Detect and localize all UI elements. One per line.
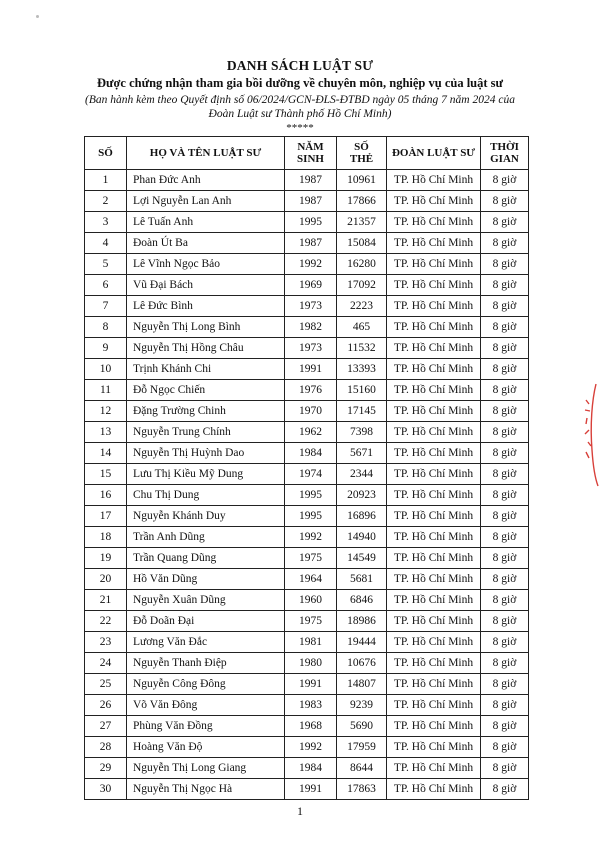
training-duration: 8 giờ — [481, 191, 529, 212]
header-card-number — [337, 137, 387, 170]
bar-association: TP. Hồ Chí Minh — [387, 254, 481, 275]
table-row — [85, 590, 529, 611]
card-number: 2223 — [337, 296, 387, 317]
lawyer-name: Trần Quang Dũng — [127, 548, 285, 569]
lawyer-name: Phan Đức Anh — [127, 170, 285, 191]
lawyer-name: Võ Văn Đông — [127, 695, 285, 716]
card-number: 465 — [337, 317, 387, 338]
card-number: 17866 — [337, 191, 387, 212]
row-number: 30 — [85, 779, 127, 800]
bar-association: TP. Hồ Chí Minh — [387, 464, 481, 485]
training-duration: 8 giờ — [481, 695, 529, 716]
birth-year: 1981 — [285, 632, 337, 653]
header-duration — [481, 137, 529, 170]
table-row — [85, 191, 529, 212]
training-duration: 8 giờ — [481, 380, 529, 401]
training-duration: 8 giờ — [481, 506, 529, 527]
bar-association: TP. Hồ Chí Minh — [387, 695, 481, 716]
row-number: 20 — [85, 569, 127, 590]
table-row — [85, 632, 529, 653]
bar-association: TP. Hồ Chí Minh — [387, 779, 481, 800]
table-row — [85, 506, 529, 527]
training-duration: 8 giờ — [481, 443, 529, 464]
table-row — [85, 737, 529, 758]
row-number: 24 — [85, 653, 127, 674]
row-number: 18 — [85, 527, 127, 548]
birth-year: 1980 — [285, 653, 337, 674]
header-duration-line-1: THỜI — [490, 141, 519, 153]
birth-year: 1992 — [285, 737, 337, 758]
lawyer-name: Đặng Trường Chinh — [127, 401, 285, 422]
lawyer-name: Hồ Văn Dũng — [127, 569, 285, 590]
card-number: 6846 — [337, 590, 387, 611]
table-row — [85, 443, 529, 464]
row-number: 25 — [85, 674, 127, 695]
birth-year: 1987 — [285, 170, 337, 191]
training-duration: 8 giờ — [481, 401, 529, 422]
document-title: DANH SÁCH LUẬT SƯ — [226, 58, 374, 73]
birth-year: 1995 — [285, 212, 337, 233]
card-number: 5671 — [337, 443, 387, 464]
row-number: 17 — [85, 506, 127, 527]
row-number: 27 — [85, 716, 127, 737]
birth-year: 1984 — [285, 758, 337, 779]
lawyer-name: Đoàn Út Ba — [127, 233, 285, 254]
lawyer-name: Nguyễn Khánh Duy — [127, 506, 285, 527]
training-duration: 8 giờ — [481, 632, 529, 653]
card-number: 20923 — [337, 485, 387, 506]
bar-association: TP. Hồ Chí Minh — [387, 275, 481, 296]
lawyer-name: Lợi Nguyễn Lan Anh — [127, 191, 285, 212]
bar-association: TP. Hồ Chí Minh — [387, 674, 481, 695]
document-note — [60, 93, 540, 121]
bar-association: TP. Hồ Chí Minh — [387, 233, 481, 254]
card-number: 5681 — [337, 569, 387, 590]
lawyer-name: Nguyễn Trung Chính — [127, 422, 285, 443]
table-row — [85, 380, 529, 401]
training-duration: 8 giờ — [481, 422, 529, 443]
row-number: 15 — [85, 464, 127, 485]
lawyer-name: Lương Văn Đắc — [127, 632, 285, 653]
training-duration: 8 giờ — [481, 296, 529, 317]
birth-year: 1987 — [285, 233, 337, 254]
birth-year: 1992 — [285, 527, 337, 548]
training-duration: 8 giờ — [481, 275, 529, 296]
training-duration: 8 giờ — [481, 737, 529, 758]
card-number: 13393 — [337, 359, 387, 380]
training-duration: 8 giờ — [481, 233, 529, 254]
birth-year: 1987 — [285, 191, 337, 212]
table-row — [85, 779, 529, 800]
row-number: 19 — [85, 548, 127, 569]
row-number: 3 — [85, 212, 127, 233]
row-number: 14 — [85, 443, 127, 464]
row-number: 4 — [85, 233, 127, 254]
birth-year: 1975 — [285, 548, 337, 569]
bar-association: TP. Hồ Chí Minh — [387, 737, 481, 758]
row-number: 2 — [85, 191, 127, 212]
training-duration: 8 giờ — [481, 170, 529, 191]
lawyer-name: Nguyễn Thị Long Giang — [127, 758, 285, 779]
header-birth-year-line-1: NĂM — [297, 141, 324, 153]
bar-association: TP. Hồ Chí Minh — [387, 338, 481, 359]
birth-year: 1991 — [285, 674, 337, 695]
lawyer-name: Vũ Đại Bách — [127, 275, 285, 296]
training-duration: 8 giờ — [481, 590, 529, 611]
row-number: 13 — [85, 422, 127, 443]
header-name: HỌ VÀ TÊN LUẬT SƯ — [127, 137, 285, 170]
lawyer-name: Nguyễn Thị Ngọc Hà — [127, 779, 285, 800]
table-row — [85, 296, 529, 317]
card-number: 19444 — [337, 632, 387, 653]
training-duration: 8 giờ — [481, 254, 529, 275]
lawyer-name: Lê Đức Bình — [127, 296, 285, 317]
card-number: 8644 — [337, 758, 387, 779]
training-duration: 8 giờ — [481, 359, 529, 380]
bar-association: TP. Hồ Chí Minh — [387, 422, 481, 443]
table-row — [85, 170, 529, 191]
training-duration: 8 giờ — [481, 485, 529, 506]
card-number: 16280 — [337, 254, 387, 275]
table-row — [85, 338, 529, 359]
card-number: 14940 — [337, 527, 387, 548]
row-number: 11 — [85, 380, 127, 401]
table-body — [85, 170, 529, 800]
table-row — [85, 464, 529, 485]
training-duration: 8 giờ — [481, 464, 529, 485]
table-row — [85, 212, 529, 233]
separator-stars: ***** — [286, 122, 314, 134]
birth-year: 1975 — [285, 611, 337, 632]
table-row — [85, 275, 529, 296]
table-row — [85, 317, 529, 338]
header-birth-year — [285, 137, 337, 170]
training-duration: 8 giờ — [481, 569, 529, 590]
row-number: 22 — [85, 611, 127, 632]
lawyer-name: Nguyễn Thị Long Bình — [127, 317, 285, 338]
lawyer-name: Lưu Thị Kiều Mỹ Dung — [127, 464, 285, 485]
training-duration: 8 giờ — [481, 527, 529, 548]
lawyer-name: Trịnh Khánh Chi — [127, 359, 285, 380]
birth-year: 1973 — [285, 338, 337, 359]
table-row — [85, 233, 529, 254]
row-number: 10 — [85, 359, 127, 380]
bar-association: TP. Hồ Chí Minh — [387, 548, 481, 569]
bar-association: TP. Hồ Chí Minh — [387, 590, 481, 611]
row-number: 29 — [85, 758, 127, 779]
bar-association: TP. Hồ Chí Minh — [387, 569, 481, 590]
row-number: 26 — [85, 695, 127, 716]
red-stamp-fragment — [580, 380, 600, 490]
birth-year: 1995 — [285, 506, 337, 527]
training-duration: 8 giờ — [481, 674, 529, 695]
card-number: 17959 — [337, 737, 387, 758]
note-line-1: (Ban hành kèm theo Quyết định số 06/2024/GCN-ĐLS-ĐTBD ngày 05 tháng 7 năm 2024 của — [85, 94, 515, 106]
table-row — [85, 485, 529, 506]
training-duration: 8 giờ — [481, 212, 529, 233]
birth-year: 1970 — [285, 401, 337, 422]
lawyer-name: Nguyễn Xuân Dũng — [127, 590, 285, 611]
table-row — [85, 401, 529, 422]
table-row — [85, 254, 529, 275]
birth-year: 1968 — [285, 716, 337, 737]
birth-year: 1991 — [285, 779, 337, 800]
card-number: 15084 — [337, 233, 387, 254]
training-duration: 8 giờ — [481, 779, 529, 800]
training-duration: 8 giờ — [481, 653, 529, 674]
row-number: 28 — [85, 737, 127, 758]
bar-association: TP. Hồ Chí Minh — [387, 212, 481, 233]
birth-year: 1984 — [285, 443, 337, 464]
training-duration: 8 giờ — [481, 611, 529, 632]
page-number: 1 — [297, 804, 303, 818]
row-number: 9 — [85, 338, 127, 359]
lawyer-name: Đỗ Doãn Đại — [127, 611, 285, 632]
card-number: 7398 — [337, 422, 387, 443]
lawyer-table — [84, 136, 529, 800]
header-no: SỐ — [85, 137, 127, 170]
row-number: 7 — [85, 296, 127, 317]
card-number: 14807 — [337, 674, 387, 695]
header-card-line-1: SỐ — [354, 141, 369, 153]
scan-speck — [36, 15, 39, 18]
card-number: 16896 — [337, 506, 387, 527]
table-row — [85, 422, 529, 443]
training-duration: 8 giờ — [481, 548, 529, 569]
table-row — [85, 548, 529, 569]
table-row — [85, 527, 529, 548]
table-row — [85, 611, 529, 632]
training-duration: 8 giờ — [481, 758, 529, 779]
lawyer-name: Nguyễn Công Đông — [127, 674, 285, 695]
row-number: 21 — [85, 590, 127, 611]
card-number: 9239 — [337, 695, 387, 716]
training-duration: 8 giờ — [481, 317, 529, 338]
birth-year: 1974 — [285, 464, 337, 485]
lawyer-name: Nguyễn Thị Huỳnh Dao — [127, 443, 285, 464]
table-row — [85, 569, 529, 590]
lawyer-name: Nguyễn Thanh Điệp — [127, 653, 285, 674]
birth-year: 1960 — [285, 590, 337, 611]
bar-association: TP. Hồ Chí Minh — [387, 632, 481, 653]
lawyer-name: Lê Vĩnh Ngọc Bảo — [127, 254, 285, 275]
card-number: 18986 — [337, 611, 387, 632]
header-bar-association: ĐOÀN LUẬT SƯ — [387, 137, 481, 170]
birth-year: 1995 — [285, 485, 337, 506]
card-number: 10961 — [337, 170, 387, 191]
card-number: 21357 — [337, 212, 387, 233]
row-number: 8 — [85, 317, 127, 338]
bar-association: TP. Hồ Chí Minh — [387, 170, 481, 191]
card-number: 17145 — [337, 401, 387, 422]
lawyer-name: Lê Tuấn Anh — [127, 212, 285, 233]
bar-association: TP. Hồ Chí Minh — [387, 359, 481, 380]
bar-association: TP. Hồ Chí Minh — [387, 401, 481, 422]
card-number: 15160 — [337, 380, 387, 401]
bar-association: TP. Hồ Chí Minh — [387, 653, 481, 674]
card-number: 5690 — [337, 716, 387, 737]
note-line-2: Đoàn Luật sư Thành phố Hồ Chí Minh) — [208, 108, 392, 120]
card-number: 10676 — [337, 653, 387, 674]
bar-association: TP. Hồ Chí Minh — [387, 380, 481, 401]
document-subtitle: Được chứng nhận tham gia bồi dưỡng về chuyên môn, nghiệp vụ của luật sư — [96, 76, 504, 90]
birth-year: 1976 — [285, 380, 337, 401]
bar-association: TP. Hồ Chí Minh — [387, 527, 481, 548]
bar-association: TP. Hồ Chí Minh — [387, 611, 481, 632]
header-birth-year-line-2: SINH — [297, 153, 324, 165]
training-duration: 8 giờ — [481, 338, 529, 359]
lawyer-name: Hoàng Văn Độ — [127, 737, 285, 758]
row-number: 5 — [85, 254, 127, 275]
birth-year: 1992 — [285, 254, 337, 275]
birth-year: 1962 — [285, 422, 337, 443]
birth-year: 1969 — [285, 275, 337, 296]
card-number: 14549 — [337, 548, 387, 569]
card-number: 11532 — [337, 338, 387, 359]
row-number: 6 — [85, 275, 127, 296]
row-number: 1 — [85, 170, 127, 191]
table-row — [85, 653, 529, 674]
row-number: 16 — [85, 485, 127, 506]
bar-association: TP. Hồ Chí Minh — [387, 485, 481, 506]
lawyer-name: Đỗ Ngọc Chiến — [127, 380, 285, 401]
header-duration-line-2: GIAN — [490, 153, 519, 165]
card-number: 2344 — [337, 464, 387, 485]
table-header — [85, 137, 529, 170]
lawyer-name: Phùng Văn Đồng — [127, 716, 285, 737]
card-number: 17863 — [337, 779, 387, 800]
table-row — [85, 758, 529, 779]
table-row — [85, 359, 529, 380]
bar-association: TP. Hồ Chí Minh — [387, 191, 481, 212]
bar-association: TP. Hồ Chí Minh — [387, 758, 481, 779]
bar-association: TP. Hồ Chí Minh — [387, 506, 481, 527]
training-duration: 8 giờ — [481, 716, 529, 737]
bar-association: TP. Hồ Chí Minh — [387, 443, 481, 464]
table-row — [85, 674, 529, 695]
header-card-line-2: THẺ — [349, 153, 374, 165]
card-number: 17092 — [337, 275, 387, 296]
table-row — [85, 695, 529, 716]
table-row — [85, 716, 529, 737]
lawyer-name: Chu Thị Dung — [127, 485, 285, 506]
lawyer-name: Trần Anh Dũng — [127, 527, 285, 548]
birth-year: 1983 — [285, 695, 337, 716]
birth-year: 1991 — [285, 359, 337, 380]
header-row — [85, 137, 529, 170]
row-number: 12 — [85, 401, 127, 422]
birth-year: 1982 — [285, 317, 337, 338]
bar-association: TP. Hồ Chí Minh — [387, 317, 481, 338]
bar-association: TP. Hồ Chí Minh — [387, 716, 481, 737]
lawyer-name: Nguyễn Thị Hồng Châu — [127, 338, 285, 359]
birth-year: 1964 — [285, 569, 337, 590]
birth-year: 1973 — [285, 296, 337, 317]
row-number: 23 — [85, 632, 127, 653]
bar-association: TP. Hồ Chí Minh — [387, 296, 481, 317]
